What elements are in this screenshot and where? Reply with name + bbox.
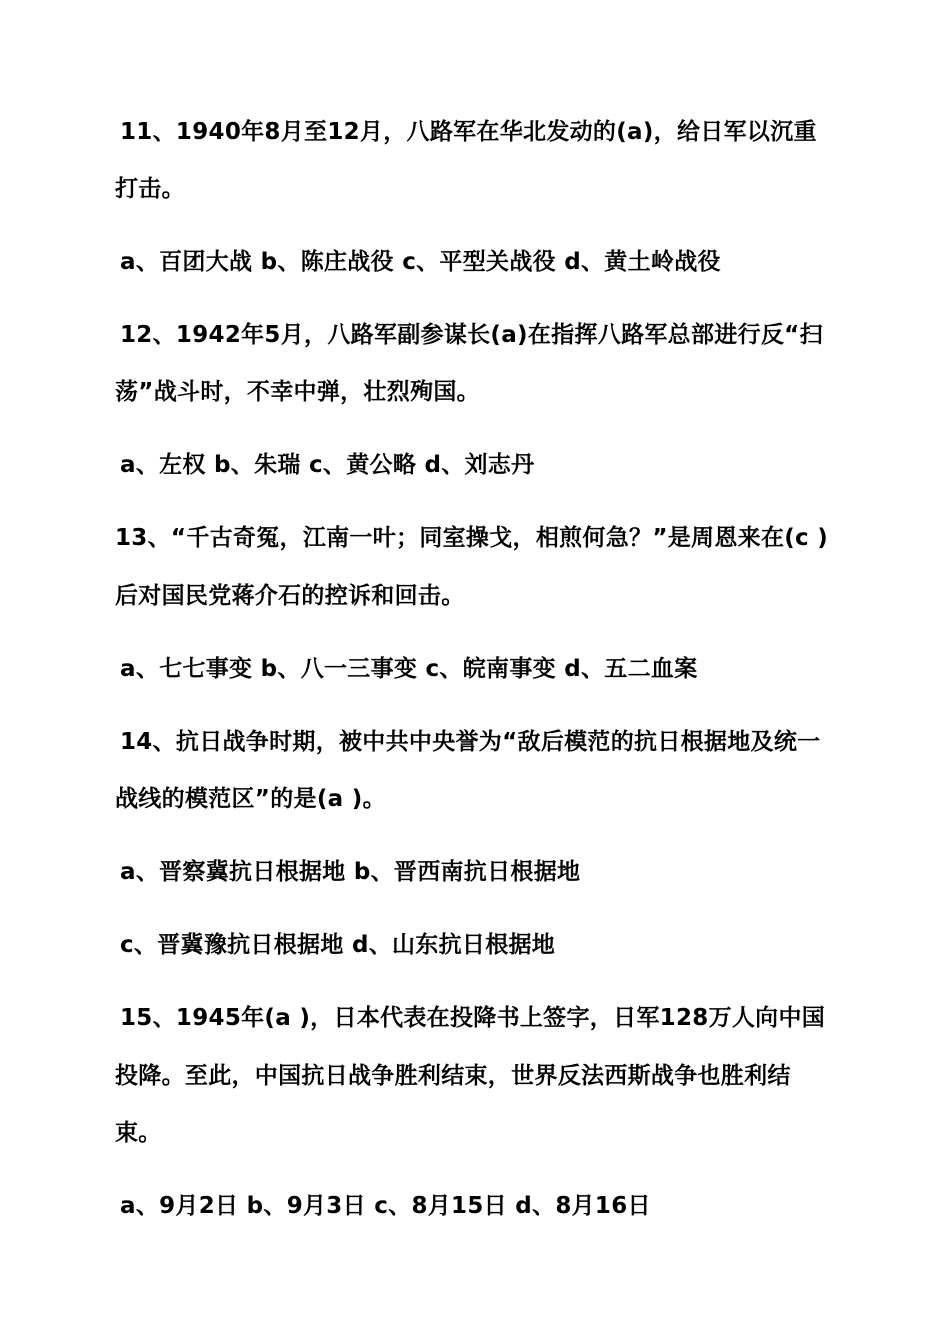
question-15-line-3: 束。 — [115, 1120, 162, 1146]
question-15-line-2: 投降。至此，中国抗日战争胜利结束，世界反法西斯战争也胜利结 — [115, 1063, 791, 1089]
question-11-options: a、百团大战 b、陈庄战役 c、平型关战役 d、黄土岭战役 — [120, 249, 721, 275]
question-11-line-2: 打击。 — [115, 176, 185, 202]
question-14-options-1: a、晋察冀抗日根据地 b、晋西南抗日根据地 — [120, 859, 581, 885]
question-15-options: a、9月2日 b、9月3日 c、8月15日 d、8月16日 — [120, 1193, 651, 1219]
question-14-line-1: 14、抗日战争时期，被中共中央誉为“敌后模范的抗日根据地及统一 — [120, 729, 821, 755]
question-13-line-1: 13、“千古奇冤，江南一叶；同室操戈，相煎何急？”是周恩来在(c ) — [115, 525, 829, 551]
question-14-line-2: 战线的模范区”的是(a )。 — [115, 786, 386, 812]
question-12-options: a、左权 b、朱瑞 c、黄公略 d、刘志丹 — [120, 452, 535, 478]
question-12-line-2: 荡”战斗时，不幸中弹，壮烈殉国。 — [115, 379, 480, 405]
question-11-line-1: 11、1940年8月至12月，八路军在华北发动的(a)，给日军以沉重 — [120, 119, 817, 145]
question-13-line-2: 后对国民党蒋介石的控诉和回击。 — [115, 583, 465, 609]
question-14-options-2: c、晋冀豫抗日根据地 d、山东抗日根据地 — [120, 932, 556, 958]
question-15-line-1: 15、1945年(a )，日本代表在投降书上签字，日军128万人向中国 — [120, 1005, 826, 1031]
question-12-line-1: 12、1942年5月，八路军副参谋长(a)在指挥八路军总部进行反“扫 — [120, 322, 823, 348]
question-13-options: a、七七事变 b、八一三事变 c、皖南事变 d、五二血案 — [120, 656, 698, 682]
